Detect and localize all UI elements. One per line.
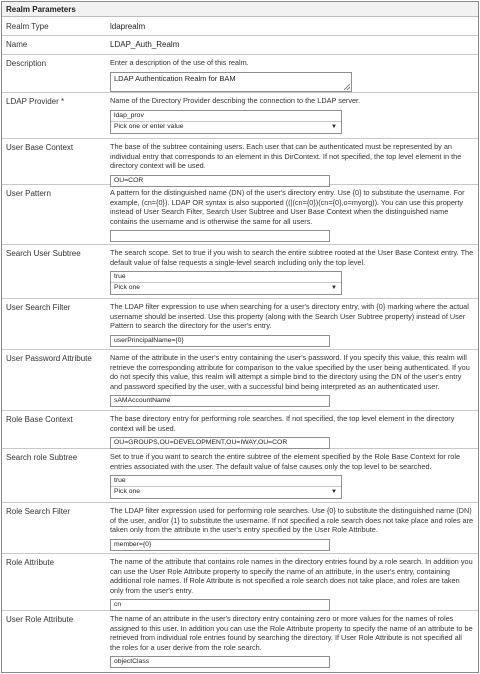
user-base-context-input[interactable]: OU=COR: [110, 175, 330, 187]
search-user-subtree-select-label: Pick one: [114, 284, 141, 292]
role-search-filter-input[interactable]: member={0}: [110, 539, 330, 551]
user-pattern-help: A pattern for the distinguished name (DN) of the user's directory entry. Use {0} to substitute the username. For example, (cn={0}). LDAP OR syntax is also supported ((|(cn={0})(cn={0},o=myorg)). You can use this property instead of User Search Filter, Search User Subtree and User Base Context when the distinguished name contains the username and is otherwise the same for all users.: [110, 188, 465, 226]
user-search-filter-input[interactable]: userPrincipalName={0}: [110, 335, 330, 347]
search-role-subtree-field-group: [110, 453, 474, 499]
role-attribute-field-group: [110, 558, 474, 611]
user-base-context-help: The base of the subtree containing users. Each user that can be authenticated must be represented by an individual entry that corresponds to an element in this DirContext. If not specified, the top level element in the directory context will be used.: [110, 142, 462, 171]
user-role-attribute-label: User Role Attribute: [6, 615, 74, 624]
search-role-subtree-input[interactable]: true: [111, 476, 341, 487]
role-search-filter-field-group: [110, 507, 474, 551]
row-ldap-provider: [2, 93, 478, 139]
user-role-attribute-field-group: [110, 615, 474, 668]
description-field-group: [110, 59, 474, 92]
description-help: Enter a description of the use of this realm.: [110, 58, 249, 67]
row-search-user-subtree: [2, 245, 478, 299]
user-pattern-label: User Pattern: [6, 189, 51, 198]
search-user-subtree-combo: [110, 271, 342, 295]
search-role-subtree-select-label: Pick one: [114, 488, 141, 496]
user-search-filter-label: User Search Filter: [6, 303, 71, 312]
role-attribute-label: Role Attribute: [6, 558, 55, 567]
role-base-context-help: The base directory entry for performing role searches. If not specified, the top level element in the directory context will be used.: [110, 414, 455, 433]
row-search-role-subtree: [2, 449, 478, 503]
realm-type-value: ldaprealm: [110, 22, 146, 31]
ldap-provider-help: Name of the Directory Provider describing the connection to the LDAP server.: [110, 96, 361, 105]
row-user-password-attribute: [2, 350, 478, 411]
search-user-subtree-input[interactable]: true: [111, 272, 341, 283]
search-role-subtree-label: Search role Subtree: [6, 453, 78, 462]
realm-parameters-panel: [1, 1, 479, 673]
role-base-context-input[interactable]: OU=GROUPS,OU=DEVELOPMENT,OU=IWAY,OU=COR: [110, 437, 330, 449]
role-attribute-input[interactable]: cn: [110, 599, 330, 611]
search-user-subtree-field-group: [110, 249, 474, 295]
chevron-down-icon: ▼: [331, 285, 337, 292]
row-realm-type: [2, 18, 478, 36]
user-pattern-field-group: [110, 189, 474, 242]
user-search-filter-field-group: [110, 303, 474, 347]
row-role-search-filter: [2, 503, 478, 554]
ldap-provider-select-label: Pick one or enter value: [114, 122, 184, 130]
resize-grip-icon[interactable]: [344, 84, 350, 90]
user-password-attribute-input[interactable]: sAMAccountName: [110, 395, 330, 407]
role-base-context-field-group: [110, 415, 474, 449]
row-role-attribute: [2, 554, 478, 611]
role-attribute-help: The name of the attribute that contains role names in the directory entries found by a role search. In addition you can use the User Role Attribute property to specify the name of an attribute, in the user's entry, containing additional role names. If Role Attribute is not specified a role search does not take place, and roles are taken only from the user's entry.: [110, 557, 473, 595]
user-role-attribute-help: The name of an attribute in the user's directory entry containing zero or more values for the names of roles assigned to this user. In addition you can use the Role Attribute property to specify the name of an attribute to be retrieved from individual role entries found by searching the directory. If User Role Attribute is not specified all the roles for a user derive from the role search.: [110, 614, 473, 652]
row-user-role-attribute: [2, 611, 478, 672]
user-role-attribute-input[interactable]: objectClass: [110, 656, 330, 668]
search-user-subtree-select[interactable]: [111, 283, 341, 294]
search-user-subtree-help: The search scope. Set to true if you wish to search the entire subtree rooted at the User Base Context entry. The default value of false requests a single-level search including only the top level.: [110, 248, 474, 267]
description-textarea[interactable]: [110, 72, 352, 92]
row-name: [2, 36, 478, 55]
name-value: LDAP_Auth_Realm: [110, 40, 180, 49]
name-label: Name: [6, 40, 28, 49]
ldap-provider-label: LDAP Provider *: [6, 97, 65, 106]
ldap-provider-combo: [110, 110, 342, 134]
user-password-attribute-label: User Password Attribute: [6, 354, 92, 363]
user-password-attribute-help: Name of the attribute in the user's entry containing the user's password. If you specify this value, this realm will retrieve the corresponding attribute for comparison to the value specified by the user being authenticated. If you do not specify this value, this realm will attempt a simple bind to the directory using the DN of the user's entry and password specified by the user, with a successful bind being interpreted as an authenticated user.: [110, 353, 470, 391]
row-description: [2, 55, 478, 93]
search-role-subtree-select[interactable]: [111, 487, 341, 498]
user-pattern-input[interactable]: [110, 230, 330, 242]
user-base-context-label: User Base Context: [6, 143, 74, 152]
ldap-provider-input[interactable]: ldap_prov: [111, 111, 341, 122]
search-role-subtree-combo: [110, 475, 342, 499]
search-role-subtree-help: Set to true if you want to search the entire subtree of the element specified by the Role Base Context for role entries associated with the user. The default value of false causes only the top level to be searched.: [110, 452, 461, 471]
row-user-base-context: [2, 139, 478, 185]
ldap-provider-select[interactable]: [111, 122, 341, 133]
user-base-context-field-group: [110, 143, 474, 187]
chevron-down-icon: ▼: [331, 123, 337, 130]
role-search-filter-help: The LDAP filter expression used for performing role searches. Use {0} to substitute the distinguished name (DN) of the user, and/or {1} to substitute the username. If not specified a role search does not take place and roles are taken only from the attribute in the user's entry specified by the User Role Attribute.: [110, 506, 474, 535]
ldap-provider-field-group: [110, 97, 474, 134]
panel-title: Realm Parameters: [2, 2, 478, 17]
user-password-attribute-field-group: [110, 354, 474, 407]
search-user-subtree-label: Search User Subtree: [6, 249, 81, 258]
row-role-base-context: [2, 411, 478, 449]
row-user-pattern: [2, 185, 478, 245]
role-base-context-label: Role Base Context: [6, 415, 73, 424]
role-search-filter-label: Role Search Filter: [6, 507, 71, 516]
chevron-down-icon: ▼: [331, 489, 337, 496]
description-text: LDAP Authentication Realm for BAM: [114, 73, 236, 83]
realm-type-label: Realm Type: [6, 22, 49, 31]
description-label: Description: [6, 59, 47, 68]
user-search-filter-help: The LDAP filter expression to use when searching for a user's directory entry, with {0} marking where the actual username should be inserted. Use this property (along with the Search User Subtree property) instead of User Pattern to search the directory for the user's entry.: [110, 302, 469, 331]
row-user-search-filter: [2, 299, 478, 350]
